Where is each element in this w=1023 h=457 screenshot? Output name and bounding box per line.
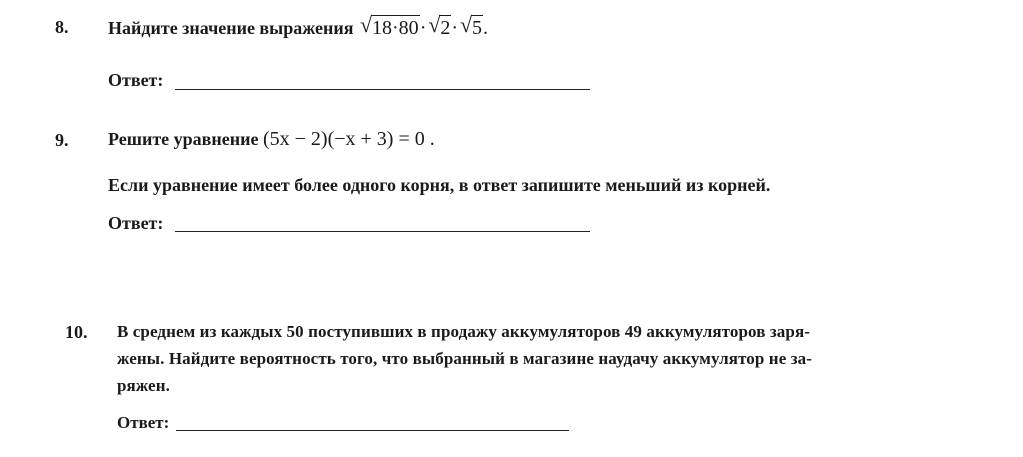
problem-number: 8. [55, 17, 69, 37]
answer-field[interactable] [175, 231, 590, 232]
answer-field[interactable] [176, 430, 569, 431]
radicand: 18·80 [372, 17, 419, 39]
answer-label: Ответ: [108, 213, 164, 233]
problem-text [108, 12, 489, 40]
problem-prompt: Найдите значение выражения [108, 18, 354, 38]
problem-text [117, 318, 967, 399]
answer-label: Ответ: [108, 70, 164, 90]
radical-icon: √ [428, 12, 441, 37]
radical-icon: √ [460, 12, 473, 37]
problem-text [108, 128, 435, 151]
answer-field[interactable] [175, 89, 590, 90]
radical-icon: √ [360, 12, 373, 37]
multiply-dot: · [419, 17, 427, 39]
sqrt-expression [360, 12, 420, 40]
multiply-dot: · [451, 17, 459, 39]
text-line: В среднем из каждых 50 поступивших в продажу аккумуляторов 49 аккумуляторов заря- [117, 322, 810, 341]
sqrt-expression [428, 12, 451, 40]
radicand: 2 [440, 17, 451, 39]
problem-number: 9. [55, 130, 69, 150]
math-expression [358, 12, 489, 39]
text-line: жены. Найдите вероятность того, что выбранный в магазине наудачу аккумулятор не за- [117, 349, 812, 368]
problem-prompt: Решите уравнение [108, 129, 259, 149]
equation: (5x − 2)(−x + 3) = 0 . [262, 128, 435, 150]
radicand: 5 [472, 17, 483, 39]
sqrt-expression [460, 12, 483, 40]
problem-number: 10. [65, 322, 88, 342]
text-line: ряжен. [117, 376, 170, 395]
period: . [483, 17, 489, 39]
problem-instruction: Если уравнение имеет более одного корня, в ответ запишите меньший из корней. [108, 175, 771, 195]
answer-label: Ответ: [117, 413, 170, 432]
